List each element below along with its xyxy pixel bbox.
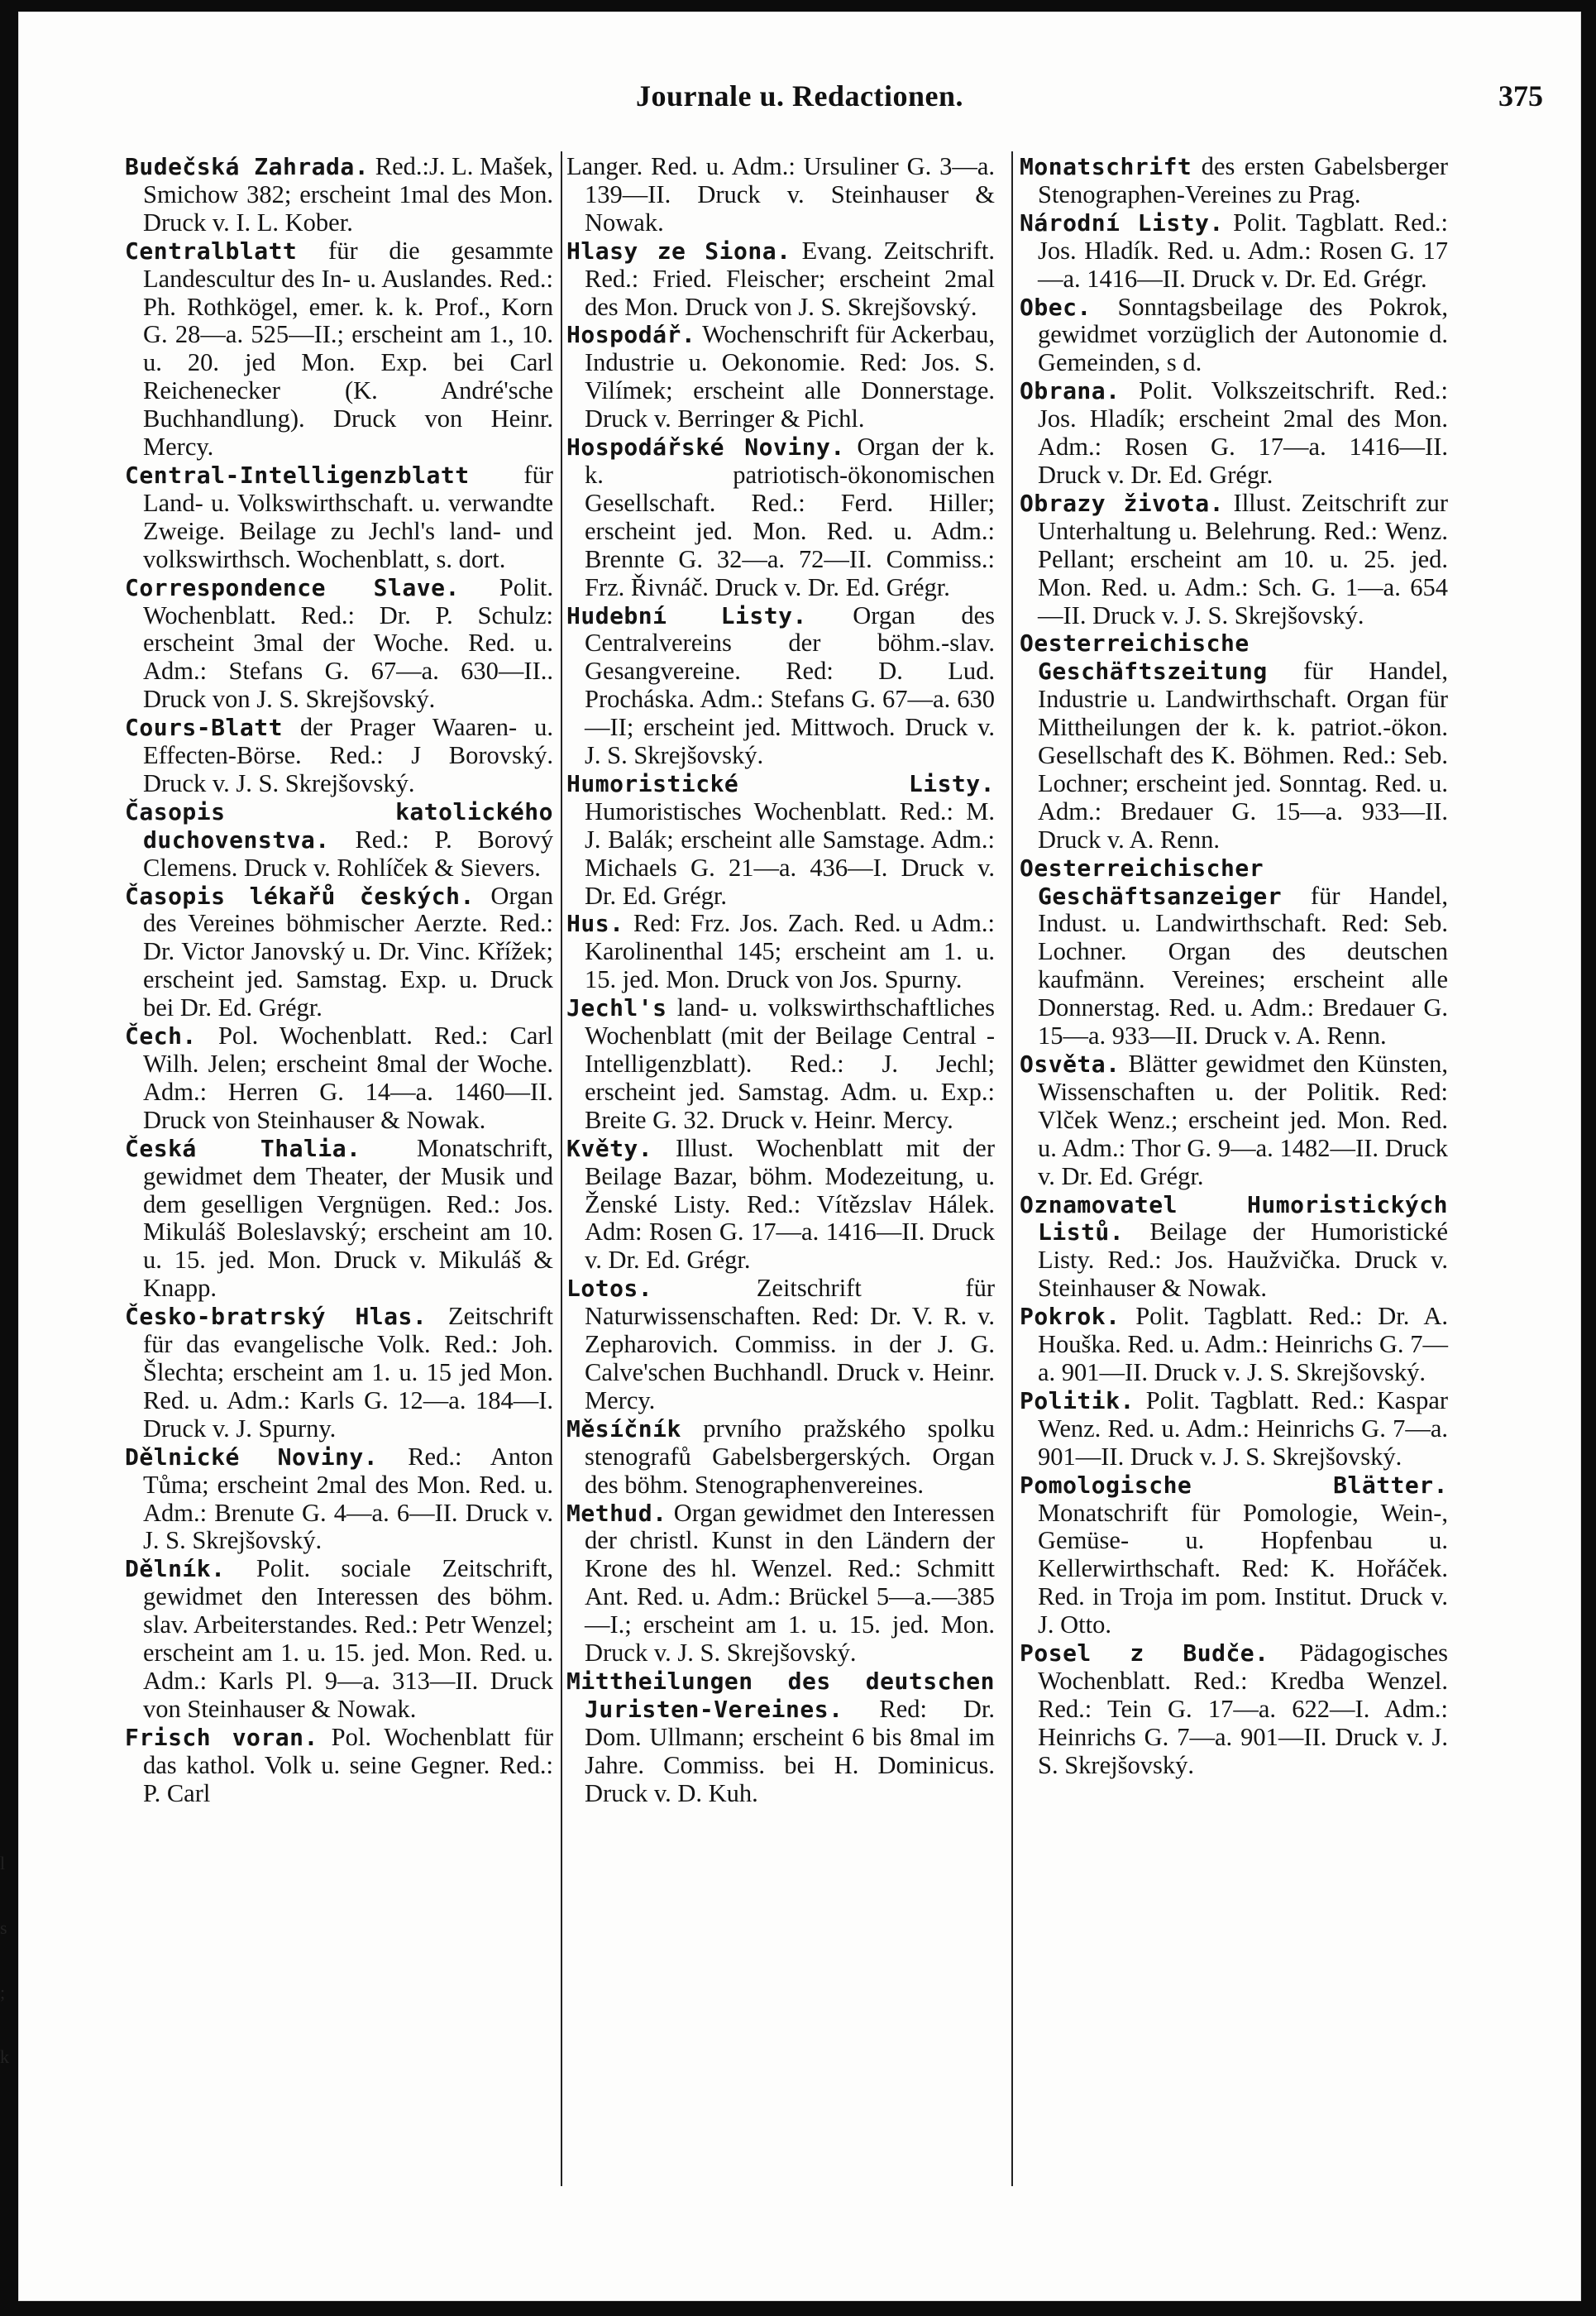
journal-entry: [125, 237, 553, 462]
column-left: [125, 153, 553, 1807]
journal-title: Pomologische Blätter.: [1020, 1471, 1448, 1499]
page-header: [19, 79, 1580, 128]
journal-entry: [1020, 209, 1448, 294]
journal-title: Česko-bratrský Hlas.: [125, 1303, 428, 1331]
journal-title: Dělník.: [125, 1555, 226, 1583]
journal-entry: [566, 1275, 995, 1415]
journal-entry: [1020, 490, 1448, 630]
journal-title: Hus.: [566, 910, 624, 938]
journal-description: für Handel, Industrie u. Landwirthschaft. Organ für Mittheilungen der k. k. patriot.-ökon. Gesellschaft des K. Böhmen. Red.: Seb. Lochner; erscheint jed. Sonntag. Red. u. Adm.: Bredauer G. 15—a. 933—II. Druck v. A. Renn.: [1038, 657, 1449, 854]
journal-title: Hospodář.: [566, 321, 696, 349]
journal-description: Illust. Zeitschrift zur Unterhaltung u. Belehrung. Red.: Wenz. Pellant; erscheint am 10. u. 25. jed. Mon. Red. u. Adm.: Sch. G. 1—a. 654—II. Druck v. J. S. Skrejšovský.: [1038, 488, 1448, 629]
journal-entry: [125, 1022, 553, 1135]
journal-title: Obrazy života.: [1020, 489, 1224, 517]
journal-description: Red.: Anton Tůma; erscheint 2mal des Mon. Red. u. Adm.: Brenute G. 4—a. 6—II. Druck v. J. S. Skrejšovský.: [143, 1442, 554, 1555]
journal-description: Polit. Tagblatt. Red.: Dr. A. Houška. Red. u. Adm.: Heinrichs G. 7—a. 901—II. Druck v. J. S. Skrejšovský.: [1038, 1302, 1449, 1386]
journal-entry: [125, 153, 553, 237]
journal-description: Humoristisches Wochenblatt. Red.: M. J. Balák; erscheint alle Samstage. Adm.: Michaels G. 21—a. 436—I. Druck v. Dr. Ed. Grégr.: [585, 797, 995, 910]
journal-entry: [125, 1555, 553, 1723]
page-number: 375: [1498, 79, 1543, 112]
journal-title: Budečská Zahrada.: [125, 153, 370, 180]
journal-entry: [566, 770, 995, 911]
journal-entry: [566, 910, 995, 994]
journal-title: Hlasy ze Siona.: [566, 237, 791, 265]
journal-description: Polit. Wochenblatt. Red.: Dr. P. Schulz: erscheint 3mal der Woche. Red. u. Adm.: Stefans G. 67—a. 630—II.. Druck von J. S. Skrejšovský.: [143, 572, 553, 714]
journal-description: Organ der k. k. patriotisch-ökonomischen Gesellschaft. Red.: Ferd. Hiller; erscheint jed. Mon. Red. u. Adm.: Brennte G. 32—a. 72—II. Commiss.: Frz. Řivnáč. Druck v. Dr. Ed. Grégr.: [585, 433, 995, 601]
journal-entry: [1020, 1639, 1448, 1780]
journal-entry: [566, 602, 995, 770]
journal-entry: [1020, 1191, 1448, 1304]
journal-title: Osvěta.: [1020, 1050, 1121, 1078]
journal-entry: [566, 433, 995, 601]
journal-description: Red.:J. L. Mašek, Smichow 382; erscheint 1mal des Mon. Druck v. I. L. Kober.: [143, 152, 553, 237]
journal-entry: [1020, 153, 1448, 209]
journal-entry: [566, 237, 995, 322]
journal-description: Sonntagsbeilage des Pokrok, gewidmet vorzüglich der Autonomie d. Gemeinden, s d.: [1038, 292, 1449, 377]
journal-description: Pol. Wochenblatt für das kathol. Volk u. seine Gegner. Red.: P. Carl: [143, 1722, 554, 1807]
journal-title: Central-Intelligenzblatt: [125, 461, 470, 489]
journal-description: des ersten Gabelsberger Stenographen-Vereines zu Prag.: [1038, 152, 1449, 208]
journal-entry: [125, 714, 553, 798]
journal-title: Cours-Blatt: [125, 714, 283, 742]
journal-title: Posel z Budče.: [1020, 1639, 1269, 1668]
journal-description: Monatschrift für Pomologie, Wein-, Gemüse- u. Hopfenbau u. Kellerwirthschaft. Red: K. Hořáček. Red. in Troja im pom. Institut. Druck v. J. Otto.: [1038, 1498, 1448, 1639]
margin-marks: [0, 1853, 13, 2111]
journal-description: Wochenschrift für Ackerbau, Industrie u. Oekonomie. Red: Jos. S. Vilímek; erscheint alle Donnerstage. Druck v. Berringer & Pichl.: [585, 320, 996, 433]
journal-description: prvního pražského spolku stenografů Gabelsbergerských. Organ des böhm. Stenographenvereines.: [585, 1414, 995, 1499]
journal-entry: [566, 994, 995, 1135]
journal-title: Frisch voran.: [125, 1723, 318, 1751]
journal-description: Beilage der Humoristické Listy. Red.: Jos. Haužvička. Druck v. Steinhauser & Nowak.: [1038, 1218, 1449, 1303]
journal-title: Obec.: [1020, 293, 1092, 321]
journal-title: Hospodářské Noviny.: [566, 433, 845, 462]
journal-title: Oesterreichische Geschäftszeitung: [1020, 629, 1268, 686]
journal-description: Red.: P. Borový Clemens. Druck v. Rohlíček & Sievers.: [143, 825, 554, 882]
journal-title: Národní Listy.: [1020, 208, 1224, 237]
journal-description: für Handel, Indust. u. Landwirthschaft. Red: Seb. Lochner. Organ des deutschen kaufmänn. Vereines; erscheint alle Donnerstag. Red. u. Adm.: Bredauer G. 15—a. 933—II. Druck v. A. Renn.: [1038, 881, 1448, 1050]
journal-title: Pokrok.: [1020, 1303, 1121, 1331]
margin-mark: ;: [0, 1982, 6, 2003]
journal-description: Organ gewidmet den Interessen der christl. Kunst in den Ländern der Krone des hl. Wenzel. Red.: Schmitt Ant. Red. u. Adm.: Brückel 5—a.—385—I.; erscheint am 1. u. 15. jed. Mon. Druck v. J. S. Skrejšovský.: [585, 1498, 995, 1668]
journal-description: Pädagogisches Wochenblatt. Red.: Kredba Wenzel. Red.: Tein G. 17—a. 622—I. Adm.: Heinrichs G. 7—a. 901—II. Druck v. J. S. Skrejšovský.: [1038, 1639, 1448, 1779]
journal-title: Lotos.: [566, 1275, 653, 1303]
journal-entry: [1020, 1050, 1448, 1191]
journal-entry: [1020, 1387, 1448, 1471]
journal-title: Dělnické Noviny.: [125, 1443, 379, 1471]
journal-description: land- u. volkswirthschaftliches Wochenblatt (mit der Beilage Central - Intelligenzblatt). Red.: J. Jechl; erscheint jed. Samstag. Adm. u. Exp.: Breite G. 32. Druck v. Heinr. Mercy.: [585, 993, 996, 1134]
journal-title: Květy.: [566, 1134, 653, 1162]
column-divider: [561, 151, 562, 2186]
journal-title: Centralblatt: [125, 237, 298, 265]
journal-title: Hudební Listy.: [566, 601, 807, 629]
journal-description: für die gesammte Landescultur des In- u. Auslandes. Red.: Ph. Rothkögel, emer. k. k. Prof., Korn G. 28—a. 525—II.; erscheint am 1., 10. u. 20. jed Mon. Exp. bei Carl Reichenecker (K. André'sche Buchhandlung). Druck von Heinr. Mercy.: [143, 236, 554, 462]
running-title: Journale u. Redactionen.: [635, 79, 963, 112]
journal-description: Red: Frz. Jos. Zach. Red. u Adm.: Karolinenthal 145; erscheint am 1. u. 15. jed. Mon. Druck von Jos. Spurny.: [585, 909, 995, 994]
journal-description: Illust. Wochenblatt mit der Beilage Bazar, böhm. Modezeitung, u. Ženské Listy. Red.: Vítězslav Hálek. Adm: Rosen G. 17—a. 1416—II. Druck v. Dr. Ed. Grégr.: [585, 1133, 995, 1275]
journal-entry: [1020, 629, 1448, 854]
journal-description: für Land- u. Volkswirthschaft. u. verwandte Zweige. Beilage zu Jechl's land- und volkswirthsch. Wochenblatt, s. dort.: [143, 460, 553, 573]
journal-entry: [566, 1135, 995, 1275]
journal-entry: [1020, 854, 1448, 1050]
journal-title: Čech.: [125, 1022, 197, 1050]
journal-title: Jechl's: [566, 994, 667, 1022]
journal-description: Organ des Centralvereins der böhm.-slav. Gesangvereine. Red: D. Lud. Procháska. Adm.: Stefans G. 67—a. 630—II; erscheint jed. Mittwoch. Druck v. J. S. Skrejšovský.: [585, 601, 996, 770]
journal-description: Langer. Red. u. Adm.: Ursuliner G. 3—a. 139—II. Druck v. Steinhauser & Nowak.: [566, 152, 995, 237]
journal-entry: [125, 798, 553, 883]
journal-title: Obrana.: [1020, 377, 1121, 405]
journal-title: Humoristické Listy.: [566, 769, 995, 797]
journal-description: Zeitschrift für Naturwissenschaften. Red: Dr. V. R. v. Zepharovich. Commiss. in der J. G. Calve'schen Buchhandl. Druck v. Heinr. Mercy.: [585, 1274, 995, 1414]
column-right: [1020, 153, 1448, 1780]
journal-title: Měsíčník: [566, 1414, 681, 1443]
journal-title: Mittheilungen des deutschen Juristen-Vereines.: [566, 1667, 995, 1723]
journal-description: Polit. Volkszeitschrift. Red.: Jos. Hladík; erscheint 2mal des Mon. Adm.: Rosen G. 17—a. 1416—II. Druck v. Dr. Ed. Grégr.: [1038, 376, 1448, 489]
column-middle: [566, 153, 995, 1807]
journal-entry: [1020, 1471, 1448, 1639]
journal-title: Politik.: [1020, 1386, 1135, 1414]
journal-description: Polit. Tagblatt. Red.: Kaspar Wenz. Red. u. Adm.: Heinrichs G. 7—a. 901—II. Druck v. J. S. Skrejšovský.: [1038, 1385, 1449, 1471]
journal-entry: [566, 1415, 995, 1500]
journal-description: Red: Dr. Dom. Ullmann; erscheint 6 bis 8mal im Jahre. Commiss. bei H. Dominicus. Druck v. D. Kuh.: [585, 1694, 996, 1807]
journal-entry: [566, 153, 995, 237]
journal-description: Blätter gewidmet den Künsten, Wissenschaften u. der Politik. Red: Vlček Wenz.; erscheint jed. Mon. Red. u. Adm.: Thor G. 9—a. 1482—II. Druck v. Dr. Ed. Grégr.: [1038, 1050, 1449, 1190]
journal-description: Organ des Vereines böhmischer Aerzte. Red.: Dr. Victor Janovský u. Dr. Vinc. Křížek; erscheint jed. Samstag. Exp. u. Druck bei Dr. Ed. Grégr.: [143, 881, 553, 1022]
journal-entry: [566, 1500, 995, 1668]
journal-entry: [125, 1135, 553, 1303]
margin-mark: l: [0, 1853, 6, 1873]
journal-description: Zeitschrift für das evangelische Volk. Red.: Joh. Šlechta; erscheint am 1. u. 15 jed Mon. Red. u. Adm.: Karls G. 12—a. 184—I. Druck v. J. Spurny.: [143, 1302, 553, 1443]
journal-description: Polit. Tagblatt. Red.: Jos. Hladík. Red. u. Adm.: Rosen G. 17—a. 1416—II. Druck v. Dr. Ed. Grégr.: [1038, 208, 1448, 293]
journal-title: Česká Thalia.: [125, 1134, 361, 1162]
journal-entry: [1020, 377, 1448, 490]
journal-entry: [125, 462, 553, 574]
journal-description: Polit. sociale Zeitschrift, gewidmet den Interessen des böhm. slav. Arbeiterstandes. Red.: Petr Wenzel; erscheint am 1. u. 15. jed. Mon. Red. u. Adm.: Karls Pl. 9—a. 313—II. Druck von Steinhauser & Nowak.: [143, 1554, 553, 1723]
journal-entry: [125, 574, 553, 715]
journal-title: Časopis lékařů českých.: [125, 882, 475, 910]
journal-description: Evang. Zeitschrift. Red.: Fried. Fleischer; erscheint 2mal des Mon. Druck von J. S. Skrejšovský.: [585, 236, 995, 321]
margin-mark: k: [0, 2046, 9, 2067]
document-page: [18, 12, 1581, 2301]
column-divider: [1011, 151, 1013, 2186]
journal-entry: [125, 883, 553, 1023]
journal-entry: [566, 321, 995, 433]
journal-description: Pol. Wochenblatt. Red.: Carl Wilh. Jelen; erscheint 8mal der Woche. Adm.: Herren G. 14—a. 1460—II. Druck von Steinhauser & Nowak.: [143, 1022, 553, 1134]
journal-title: Correspondence Slave.: [125, 573, 460, 601]
journal-description: Monatschrift, gewidmet dem Theater, der Musik und dem geselligen Vergnügen. Red.: Jos. Mikuláš Boleslavský; erscheint am 10. u. 15. jed. Mon. Druck v. Mikuláš & Knapp.: [143, 1133, 553, 1303]
journal-entry: [125, 1443, 553, 1556]
margin-mark: s: [0, 1917, 7, 1938]
journal-title: Monatschrift: [1020, 153, 1192, 180]
journal-title: Časopis katolického duchovenstva.: [125, 797, 553, 854]
journal-title: Methud.: [566, 1499, 667, 1527]
journal-entry: [1020, 294, 1448, 378]
journal-title: Oznamovatel Humoristických Listů.: [1020, 1190, 1448, 1247]
journal-title: Oesterreichischer Geschäftsanzeiger: [1020, 854, 1283, 910]
journal-entry: [125, 1724, 553, 1808]
journal-entry: [1020, 1303, 1448, 1387]
journal-entry: [566, 1668, 995, 1808]
journal-description: der Prager Waaren- u. Effecten-Börse. Red.: J Borovský. Druck v. J. S. Skrejšovský.: [143, 713, 554, 797]
journal-entry: [125, 1303, 553, 1443]
